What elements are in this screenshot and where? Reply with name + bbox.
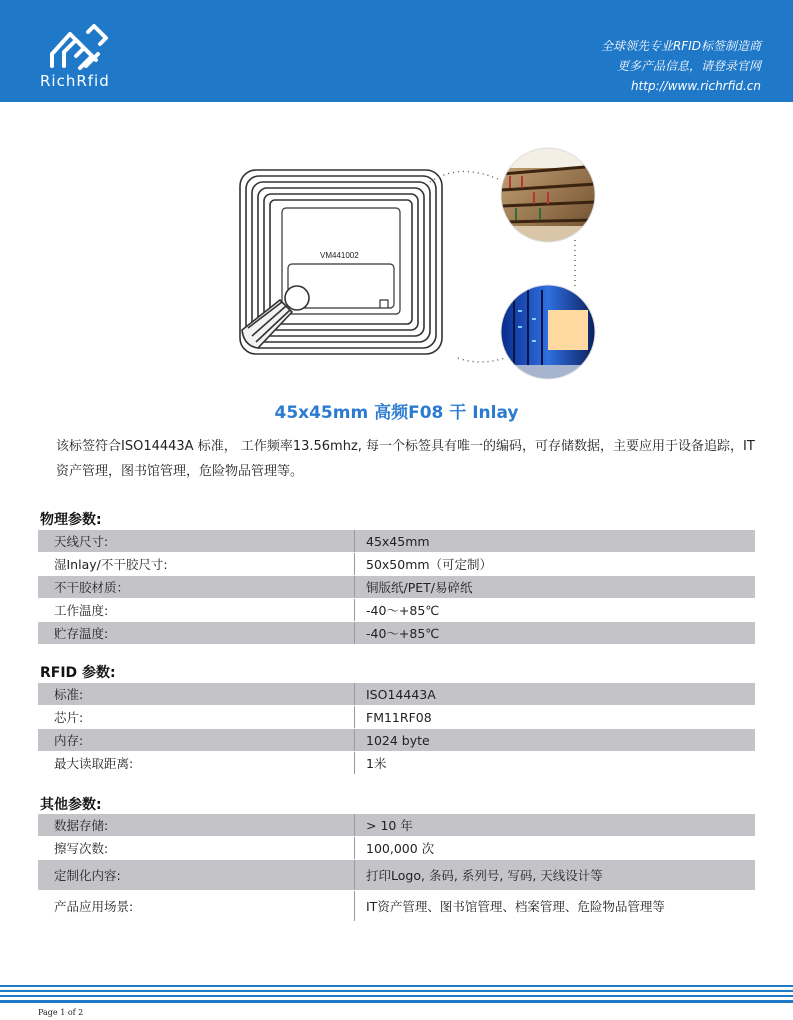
table-row [38, 706, 755, 729]
table-row [38, 837, 755, 860]
table-row [38, 576, 755, 599]
param-key: 定制化内容: [38, 860, 355, 891]
rfid-params-title: RFID 参数: [40, 665, 116, 681]
table-row [38, 752, 755, 775]
param-value: 铜版纸/PET/易碎纸 [355, 576, 756, 599]
param-value: 45x45mm [355, 530, 756, 553]
header-tagline [601, 36, 761, 96]
param-key: 数据存储: [38, 814, 355, 837]
param-key: 工作温度: [38, 599, 355, 622]
table-row [38, 683, 755, 706]
param-value: ISO14443A [355, 683, 756, 706]
page-number: Page 1 of 2 [38, 1008, 84, 1017]
physical-params-title: 物理参数: [40, 512, 102, 528]
logo-wordmark: RichRfid [40, 72, 110, 90]
param-key: 标准: [38, 683, 355, 706]
table-row [38, 814, 755, 837]
param-value: 1米 [355, 752, 756, 775]
param-key: 芯片: [38, 706, 355, 729]
param-value: -40～+85℃ [355, 622, 756, 645]
rfid-params-table [38, 683, 755, 775]
param-key: 贮存温度: [38, 622, 355, 645]
param-value: 50x50mm（可定制） [355, 553, 756, 576]
website-link[interactable]: http://www.richrfid.cn [630, 79, 761, 93]
product-title: 45x45mm 高频F08 干 Inlay [274, 403, 519, 423]
other-params-table [38, 814, 755, 922]
param-value: 100,000 次 [355, 837, 756, 860]
param-value: > 10 年 [355, 814, 756, 837]
table-row [38, 860, 755, 891]
antenna-coil-graphic [240, 170, 442, 354]
param-value: FM11RF08 [355, 706, 756, 729]
param-key: 最大读取距离: [38, 752, 355, 775]
header-banner [0, 0, 793, 102]
other-params-title: 其他参数: [40, 797, 102, 813]
param-key: 湿Inlay/不干胶尺寸: [38, 553, 355, 576]
tagline-line-1: 全球领先专业RFID标签制造商 [600, 39, 761, 53]
chip-label-text: VM441002 [320, 251, 359, 260]
param-key: 产品应用场景: [38, 891, 355, 922]
param-key: 内存: [38, 729, 355, 752]
table-row [38, 729, 755, 752]
table-row [38, 530, 755, 553]
param-key: 擦写次数: [38, 837, 355, 860]
param-key: 不干胶材质： [38, 576, 355, 599]
table-row [38, 599, 755, 622]
product-description: 该标签符合ISO14443A 标准， 工作频率13.56mhz, 每一个标签具有唯一的编码，可存储数据，主要应用于设备追踪，IT 资产管理，图书馆管理，危险物品管理等。 [56, 439, 755, 479]
inlay-product-figure [230, 140, 610, 390]
table-row [38, 891, 755, 922]
param-value: 打印Logo, 条码, 系列号, 写码, 天线设计等 [355, 860, 756, 891]
tagline-line-2: 更多产品信息，请登录官网 [616, 59, 761, 73]
footer-stripes [0, 985, 793, 1003]
table-row [38, 553, 755, 576]
physical-params-table [38, 530, 755, 645]
param-value: IT资产管理、图书馆管理、档案管理、危险物品管理等 [355, 891, 756, 922]
param-value: -40～+85℃ [355, 599, 756, 622]
param-key: 天线尺寸: [38, 530, 355, 553]
table-row [38, 622, 755, 645]
param-value: 1024 byte [355, 729, 756, 752]
